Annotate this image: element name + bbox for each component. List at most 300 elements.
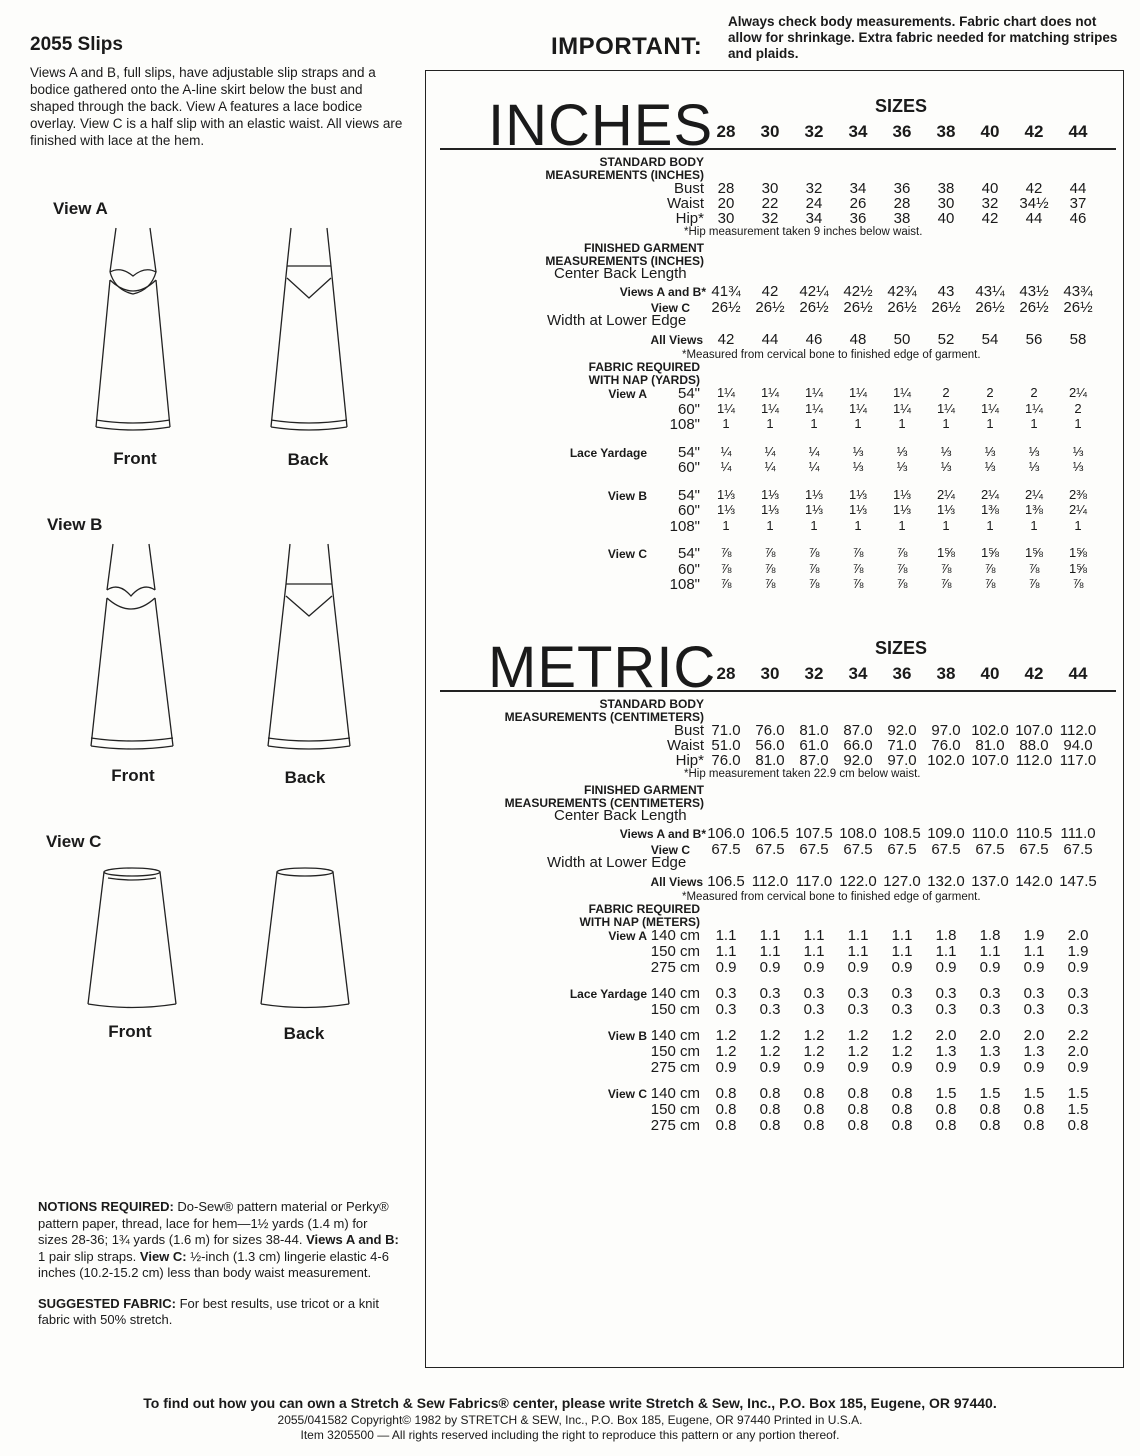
metric-fabric-value-0-2-4: 0.9 — [891, 959, 913, 976]
metric-fabric-value-1-1-7: 0.3 — [1023, 1001, 1045, 1018]
metric-fabric-value-0-0-5: 1.8 — [935, 927, 957, 944]
inches-fabric-value-2-0-3: 1⅓ — [848, 486, 868, 502]
metric-fabric-value-2-0-1: 1.2 — [759, 1027, 781, 1044]
metric-fabric-value-3-0-3: 0.8 — [847, 1085, 869, 1102]
metric-all-views-5: 132.0 — [927, 873, 965, 890]
metric-all-views-6: 137.0 — [971, 873, 1009, 890]
metric-fabric-value-0-0-8: 2.0 — [1067, 927, 1089, 944]
inches-fabric-value-0-1-5: 1¼ — [936, 400, 956, 416]
metric-size-header-6: 40 — [980, 664, 1000, 683]
inches-fabric-value-1-0-4: ⅓ — [896, 443, 908, 459]
inches-size-header-2: 32 — [804, 122, 824, 141]
metric-fabric-value-2-2-1: 0.9 — [759, 1059, 781, 1076]
metric-all-views-4: 127.0 — [883, 873, 921, 890]
inches-fabric-value-0-2-3: 1 — [854, 416, 862, 431]
metric-views-ab-3: 108.0 — [839, 825, 877, 842]
notions-label: NOTIONS REQUIRED: — [38, 1199, 174, 1214]
metric-size-header-4: 36 — [892, 664, 912, 683]
metric-fabric-value-1-0-3: 0.3 — [847, 985, 869, 1002]
metric-fabric-value-3-2-2: 0.8 — [803, 1117, 825, 1134]
inches-fabric-value-1-1-4: ⅓ — [896, 459, 908, 474]
metric-fabric-value-1-1-1: 0.3 — [759, 1001, 781, 1018]
metric-fabric-width-0-2: 275 cm — [650, 959, 700, 976]
inches-all-views-0: 42 — [717, 331, 735, 348]
metric-fabric-value-3-0-6: 1.5 — [979, 1085, 1001, 1102]
metric-fabric-value-2-0-4: 1.2 — [891, 1027, 913, 1044]
inches-views-ab-7: 43½ — [1019, 283, 1049, 300]
inches-bust-1: 30 — [761, 180, 779, 197]
inches-all-views-6: 54 — [981, 331, 999, 348]
metric-fabric-value-0-1-5: 1.1 — [935, 943, 957, 960]
inches-fabric-value-2-2-0: 1 — [722, 517, 730, 533]
metric-hip-2: 87.0 — [799, 752, 829, 769]
inches-bust-6: 40 — [981, 180, 999, 197]
metric-views-ab-2: 107.5 — [795, 825, 833, 842]
pattern-description: Views A and B, full slips, have adjustable slip straps and a bodice gathered onto the A-line skirt below the bust and shaped through the back. View A features a lace bodice overlay. View C is a half slip with an elastic waist. All views are finished with lace at the hem. — [30, 65, 403, 148]
metric-bust-7: 107.0 — [1015, 722, 1053, 739]
notions-ab-label: Views A and B: — [306, 1232, 399, 1247]
inches-all-views-4: 50 — [893, 331, 911, 348]
inches-fabric-value-0-0-7: 2 — [1030, 385, 1038, 400]
metric-fabric-value-3-2-6: 0.8 — [979, 1117, 1001, 1134]
inches-fabric-value-3-0-1: ⅞ — [764, 545, 776, 560]
inches-all-views-8: 58 — [1069, 331, 1087, 348]
metric-hip-4: 97.0 — [887, 752, 917, 769]
metric-fabric-value-1-1-6: 0.3 — [979, 1001, 1001, 1018]
view-a-front-caption: Front — [113, 449, 157, 468]
metric-fabric-value-2-2-8: 0.9 — [1067, 1059, 1089, 1076]
metric-view-c-label: View C — [650, 843, 690, 857]
metric-fabric-value-0-2-2: 0.9 — [803, 959, 825, 976]
inches-fabric-value-3-2-5: ⅞ — [940, 576, 952, 591]
inches-fabric-value-0-0-8: 2¼ — [1068, 385, 1088, 400]
inches-hip-4: 38 — [893, 210, 911, 227]
inches-fabric-value-0-1-0: 1¼ — [716, 400, 736, 416]
metric-all-views-7: 142.0 — [1015, 873, 1053, 890]
metric-fabric-value-0-2-0: 0.9 — [715, 959, 737, 976]
inches-view-c-label: View C — [650, 301, 690, 315]
metric-views-ab-label: Views A and B* — [619, 827, 706, 841]
metric-size-header-5: 38 — [936, 664, 956, 683]
metric-fabric-value-0-0-2: 1.1 — [803, 927, 825, 944]
metric-fabric-value-1-0-5: 0.3 — [935, 985, 957, 1002]
inches-hip-7: 44 — [1025, 210, 1043, 227]
inches-fabric-width-0-2: 108" — [669, 416, 700, 433]
metric-size-header-0: 28 — [716, 664, 736, 683]
inches-waist-4: 28 — [893, 195, 911, 212]
metric-hip-5: 102.0 — [927, 752, 965, 769]
metric-header-rule — [440, 690, 1116, 692]
inches-fabric-width-0-1: 60" — [677, 400, 700, 418]
inches-views-ab-3: 42½ — [843, 283, 873, 300]
inches-bust-4: 36 — [893, 180, 911, 197]
notions-c-text: ½-inch (1.3 cm) lingerie elastic 4-6 inches (10.2-15.2 cm) less than body waist measurement. — [38, 1248, 389, 1280]
inches-waist-3: 26 — [849, 195, 867, 212]
inches-fabric-value-1-1-1: ¼ — [764, 459, 776, 474]
inches-fabric-header: FABRIC REQUIRED WITH NAP (YARDS) — [588, 360, 700, 387]
inches-fabric-value-0-1-4: 1¼ — [892, 400, 912, 416]
metric-fabric-value-0-0-3: 1.1 — [847, 927, 869, 944]
metric-fabric-value-0-0-0: 1.1 — [715, 927, 737, 944]
inches-fabric-value-0-1-1: 1¼ — [760, 400, 780, 416]
metric-fabric-header: FABRIC REQUIRED WITH NAP (METERS) — [579, 902, 700, 929]
inches-hip-5: 40 — [937, 210, 955, 227]
inches-fabric-value-0-2-5: 1 — [942, 416, 950, 431]
metric-fabric-value-2-1-7: 1.3 — [1023, 1043, 1045, 1060]
inches-fabric-value-3-2-2: ⅞ — [808, 576, 820, 591]
metric-fabric-value-2-2-4: 0.9 — [891, 1059, 913, 1076]
metric-fabric-group-label-1: Lace Yardage — [569, 987, 647, 1001]
metric-fabric-value-0-1-3: 1.1 — [847, 943, 869, 960]
footer-line-1: To find out how you can own a Stretch & Sew Fabrics® center, please write Stretch & Sew, Inc., P.O. Box 185, Eugene, OR 97440. — [143, 1395, 997, 1411]
metric-fabric-value-3-1-0: 0.8 — [715, 1101, 737, 1118]
inches-fabric-value-2-1-0: 1⅓ — [716, 502, 736, 517]
metric-fabric-value-1-1-2: 0.3 — [803, 1001, 825, 1018]
metric-fabric-value-0-0-7: 1.9 — [1023, 927, 1045, 944]
inches-waist-1: 22 — [761, 195, 779, 212]
metric-fabric-value-3-1-3: 0.8 — [847, 1101, 869, 1118]
metric-fabric-value-3-0-8: 1.5 — [1067, 1085, 1089, 1102]
inches-fabric-width-3-2: 108" — [669, 576, 700, 593]
metric-fabric-width-3-2: 275 cm — [650, 1117, 700, 1134]
inches-fabric-value-1-0-3: ⅓ — [852, 443, 864, 459]
inches-fabric-width-2-1: 60" — [677, 502, 700, 519]
inches-fabric-value-1-0-7: ⅓ — [1028, 443, 1040, 459]
inches-fabric-value-3-2-0: ⅞ — [720, 576, 732, 591]
inches-bust-2: 32 — [805, 180, 823, 197]
metric-fabric-value-1-0-8: 0.3 — [1067, 985, 1089, 1002]
inches-fabric-value-1-1-7: ⅓ — [1028, 459, 1040, 474]
inches-fabric-value-2-2-2: 1 — [810, 517, 818, 533]
inches-views-ab-2: 42¼ — [799, 283, 829, 300]
inches-fabric-value-3-0-8: 1⅝ — [1068, 545, 1088, 560]
inches-waist-2: 24 — [805, 195, 823, 212]
metric-hip-3: 92.0 — [843, 752, 873, 769]
inches-all-views-5: 52 — [937, 331, 955, 348]
inches-fabric-value-3-0-3: ⅞ — [852, 545, 864, 560]
inches-size-header-4: 36 — [892, 122, 912, 141]
inches-bust-label: Bust — [673, 180, 704, 197]
metric-views-ab-6: 110.0 — [971, 825, 1009, 842]
metric-fabric-value-2-0-0: 1.2 — [715, 1027, 737, 1044]
metric-fabric-value-3-0-2: 0.8 — [803, 1085, 825, 1102]
inches-fabric-value-0-1-7: 1¼ — [1024, 400, 1044, 416]
metric-all-views-3: 122.0 — [839, 873, 877, 890]
inches-fabric-value-0-2-1: 1 — [766, 416, 774, 431]
view-a-label: View A — [53, 199, 108, 218]
metric-fabric-value-3-1-1: 0.8 — [759, 1101, 781, 1118]
metric-fabric-value-2-2-7: 0.9 — [1023, 1059, 1045, 1076]
inches-fabric-value-1-1-2: ¼ — [808, 459, 820, 474]
metric-fabric-value-0-2-8: 0.9 — [1067, 959, 1089, 976]
metric-cbl-label: Center Back Length — [554, 807, 687, 824]
inches-view-c-6: 26½ — [975, 299, 1005, 316]
inches-fabric-value-0-1-6: 1¼ — [980, 400, 1000, 416]
inches-hip-label: Hip* — [675, 210, 704, 227]
inches-fabric-value-2-2-5: 1 — [942, 517, 950, 533]
metric-view-c-1: 67.5 — [755, 841, 785, 858]
inches-fabric-value-2-0-7: 2¼ — [1024, 486, 1044, 502]
metric-bust-4: 92.0 — [887, 722, 917, 739]
metric-size-header-1: 30 — [760, 664, 780, 683]
metric-all-views-label: All Views — [650, 875, 703, 889]
metric-fabric-value-2-1-8: 2.0 — [1067, 1043, 1089, 1060]
metric-fabric-value-2-1-1: 1.2 — [759, 1043, 781, 1060]
important-label: IMPORTANT: — [551, 33, 703, 60]
metric-fabric-value-3-2-7: 0.8 — [1023, 1117, 1045, 1134]
inches-all-views-2: 46 — [805, 331, 823, 348]
inches-fabric-value-3-2-8: ⅞ — [1072, 576, 1084, 591]
suggested-fabric — [38, 1296, 400, 1329]
inches-fabric-value-3-0-4: ⅞ — [896, 545, 908, 560]
inches-hip-0: 30 — [717, 210, 735, 227]
metric-bust-2: 81.0 — [799, 722, 829, 739]
inches-fabric-value-1-0-5: ⅓ — [940, 443, 952, 459]
inches-fabric-value-1-0-0: ¼ — [720, 443, 732, 459]
metric-fabric-value-3-2-4: 0.8 — [891, 1117, 913, 1134]
metric-fabric-value-1-1-3: 0.3 — [847, 1001, 869, 1018]
inches-title: INCHES — [488, 93, 714, 158]
metric-view-c-6: 67.5 — [975, 841, 1005, 858]
metric-bust-label: Bust — [673, 722, 704, 739]
metric-hip-8: 117.0 — [1059, 752, 1097, 769]
view-b-front-caption: Front — [111, 766, 155, 785]
inches-fabric-value-1-1-8: ⅓ — [1072, 459, 1084, 474]
inches-size-header-5: 38 — [936, 122, 956, 141]
inches-all-views-7: 56 — [1025, 331, 1043, 348]
inches-view-c-7: 26½ — [1019, 299, 1049, 316]
inches-fabric-value-1-0-6: ⅓ — [984, 443, 996, 459]
metric-fabric-value-2-0-2: 1.2 — [803, 1027, 825, 1044]
metric-fabric-value-0-2-7: 0.9 — [1023, 959, 1045, 976]
inches-fabric-value-3-1-0: ⅞ — [720, 560, 732, 576]
metric-waist-0: 51.0 — [711, 737, 741, 754]
metric-fabric-value-3-1-2: 0.8 — [803, 1101, 825, 1118]
inches-fabric-value-2-2-7: 1 — [1030, 517, 1038, 533]
metric-bust-0: 71.0 — [711, 722, 741, 739]
inches-fabric-value-2-0-4: 1⅓ — [892, 486, 912, 502]
inches-waist-8: 37 — [1069, 195, 1087, 212]
metric-fabric-value-2-0-5: 2.0 — [935, 1027, 957, 1044]
inches-fabric-value-3-0-5: 1⅝ — [936, 545, 956, 560]
metric-hip-1: 81.0 — [755, 752, 785, 769]
inches-bust-3: 34 — [849, 180, 867, 197]
pattern-title: 2055 Slips — [30, 34, 123, 55]
inches-fabric-value-3-1-3: ⅞ — [852, 560, 864, 576]
inches-fabric-value-2-1-4: 1⅓ — [892, 502, 912, 517]
inches-fabric-value-3-1-8: 1⅝ — [1068, 560, 1088, 576]
metric-waist-4: 71.0 — [887, 737, 917, 754]
metric-fabric-value-0-0-6: 1.8 — [979, 927, 1001, 944]
inches-fabric-value-0-2-8: 1 — [1074, 416, 1082, 431]
metric-width-label: Width at Lower Edge — [547, 854, 687, 871]
inches-fabric-group-label-1: Lace Yardage — [569, 445, 647, 460]
inches-bust-8: 44 — [1069, 180, 1087, 197]
metric-fabric-width-3-1: 150 cm — [650, 1101, 700, 1118]
inches-fabric-value-3-0-7: 1⅝ — [1024, 545, 1044, 560]
view-c-back-caption: Back — [283, 1024, 325, 1043]
metric-fabric-value-3-2-8: 0.8 — [1067, 1117, 1089, 1134]
view-b-label: View B — [47, 515, 103, 534]
metric-fabric-value-3-1-8: 1.5 — [1067, 1101, 1089, 1118]
metric-view-c-8: 67.5 — [1063, 841, 1093, 858]
notions-text: Do-Sew® pattern material or Perky® pattern paper, thread, lace for hem—1½ yards (1.4 m) for sizes 28-36; 1¾ yards (1.6 m) for sizes 38-44. — [38, 1199, 389, 1247]
metric-views-ab-0: 106.0 — [707, 825, 745, 842]
metric-size-header-7: 42 — [1024, 664, 1044, 683]
metric-waist-5: 76.0 — [931, 737, 961, 754]
metric-body-header: STANDARD BODY MEASUREMENTS (CENTIMETERS) — [504, 697, 704, 724]
inches-fabric-value-3-2-3: ⅞ — [852, 576, 864, 591]
inches-views-ab-5: 43 — [937, 283, 955, 300]
inches-finished-header: FINISHED GARMENT MEASUREMENTS (INCHES) — [545, 241, 704, 268]
inches-all-views-1: 44 — [761, 331, 779, 348]
metric-fabric-value-3-2-1: 0.8 — [759, 1117, 781, 1134]
inches-cbl-label: Center Back Length — [554, 265, 687, 282]
metric-fabric-value-1-0-6: 0.3 — [979, 985, 1001, 1002]
inches-fabric-value-2-2-8: 1 — [1074, 517, 1082, 533]
inches-hip-3: 36 — [849, 210, 867, 227]
inches-fabric-width-2-2: 108" — [669, 517, 700, 535]
metric-view-c-3: 67.5 — [843, 841, 873, 858]
metric-fabric-value-0-1-8: 1.9 — [1067, 943, 1089, 960]
metric-fabric-value-1-0-1: 0.3 — [759, 985, 781, 1002]
inches-fabric-value-0-0-2: 1¼ — [804, 385, 824, 400]
metric-fabric-value-1-1-0: 0.3 — [715, 1001, 737, 1018]
metric-fabric-value-0-2-5: 0.9 — [935, 959, 957, 976]
inches-fabric-value-2-0-1: 1⅓ — [760, 486, 780, 502]
inches-fabric-value-0-0-5: 2 — [942, 385, 950, 400]
metric-fabric-value-3-0-4: 0.8 — [891, 1085, 913, 1102]
metric-fabric-value-3-1-5: 0.8 — [935, 1101, 957, 1118]
notions-c-label: View C: — [139, 1248, 187, 1264]
inches-fabric-value-3-1-5: ⅞ — [940, 560, 952, 576]
metric-bust-8: 112.0 — [1059, 722, 1097, 739]
metric-fabric-width-2-2: 275 cm — [650, 1059, 700, 1076]
inches-fabric-width-2-0: 54" — [677, 486, 700, 504]
inches-fabric-value-0-1-3: 1¼ — [848, 400, 868, 416]
inches-fabric-value-3-1-7: ⅞ — [1028, 560, 1040, 576]
metric-fabric-value-0-0-4: 1.1 — [891, 927, 913, 944]
inches-all-views-label: All Views — [650, 333, 703, 347]
inches-fabric-value-2-0-6: 2¼ — [980, 486, 1000, 502]
inches-fabric-value-3-1-6: ⅞ — [984, 560, 996, 576]
suggested-label: SUGGESTED FABRIC: — [38, 1295, 176, 1311]
inches-fabric-group-label-0: View A — [608, 387, 647, 401]
inches-fabric-value-3-2-4: ⅞ — [896, 576, 908, 591]
inches-size-header-8: 44 — [1068, 122, 1088, 141]
inches-hip-2: 34 — [805, 210, 823, 227]
inches-fabric-value-0-0-6: 2 — [986, 385, 994, 400]
metric-fabric-value-0-1-1: 1.1 — [759, 943, 781, 960]
metric-fabric-value-2-2-0: 0.9 — [715, 1059, 737, 1076]
metric-fabric-value-3-2-0: 0.8 — [715, 1117, 737, 1134]
view-b-front-illustration — [85, 538, 180, 763]
inches-fabric-width-1-0: 54" — [677, 443, 700, 461]
inches-bust-7: 42 — [1025, 180, 1043, 197]
metric-views-ab-8: 111.0 — [1060, 825, 1096, 842]
metric-waist-3: 66.0 — [843, 737, 873, 754]
metric-fabric-value-2-1-3: 1.2 — [847, 1043, 869, 1060]
view-b-back-caption: Back — [284, 768, 326, 787]
metric-title: METRIC — [488, 635, 717, 700]
metric-fabric-value-2-1-4: 1.2 — [891, 1043, 913, 1060]
inches-views-ab-4: 42¾ — [887, 283, 917, 300]
inches-fabric-value-2-1-1: 1⅓ — [760, 502, 780, 517]
inches-views-ab-0: 41¾ — [711, 283, 741, 300]
metric-fabric-value-0-1-4: 1.1 — [891, 943, 913, 960]
inches-size-header-1: 30 — [760, 122, 780, 141]
metric-fabric-value-2-1-0: 1.2 — [715, 1043, 737, 1060]
metric-fabric-value-2-0-3: 1.2 — [847, 1027, 869, 1044]
metric-waist-6: 81.0 — [975, 737, 1005, 754]
metric-fabric-value-3-0-5: 1.5 — [935, 1085, 957, 1102]
inches-fabric-value-0-2-2: 1 — [810, 416, 818, 431]
inches-fabric-value-2-1-2: 1⅓ — [804, 502, 824, 517]
metric-hip-6: 107.0 — [971, 752, 1009, 769]
metric-waist-7: 88.0 — [1019, 737, 1049, 754]
metric-bust-6: 102.0 — [971, 722, 1009, 739]
inches-fabric-value-3-1-2: ⅞ — [808, 560, 820, 576]
inches-fabric-width-1-1: 60" — [677, 459, 700, 476]
inches-hip-note: *Hip measurement taken 9 inches below waist. — [684, 226, 923, 238]
notions-block — [38, 1199, 400, 1329]
inches-fabric-value-0-0-0: 1¼ — [716, 385, 736, 400]
metric-fabric-value-3-0-7: 1.5 — [1023, 1085, 1045, 1102]
metric-size-header-2: 32 — [804, 664, 824, 683]
inches-fabric-value-2-0-0: 1⅓ — [716, 486, 736, 502]
metric-views-ab-1: 106.5 — [751, 825, 789, 842]
metric-fabric-value-3-1-4: 0.8 — [891, 1101, 913, 1118]
important-text: Always check body measurements. Fabric chart does not allow for shrinkage. Extra fabric needed for matching stripes and plaids. — [728, 14, 1118, 61]
inches-fabric-group-label-2: View B — [607, 488, 647, 503]
metric-fabric-value-1-1-8: 0.3 — [1067, 1001, 1089, 1018]
notions-required — [38, 1199, 400, 1282]
metric-fabric-value-0-0-1: 1.1 — [759, 927, 781, 944]
view-a-back-caption: Back — [287, 450, 329, 469]
metric-hip-label: Hip* — [675, 752, 704, 769]
inches-size-header-7: 42 — [1024, 122, 1044, 141]
metric-size-header-8: 44 — [1068, 664, 1088, 683]
inches-fabric-value-3-0-0: ⅞ — [720, 545, 732, 560]
metric-all-views-2: 117.0 — [795, 873, 833, 890]
inches-fabric-value-3-1-4: ⅞ — [896, 560, 908, 576]
metric-fabric-value-3-2-3: 0.8 — [847, 1117, 869, 1134]
footer-line-3: Item 3205500 — All rights reserved including the right to reproduce this pattern or any portion thereof. — [300, 1428, 840, 1442]
metric-fabric-value-3-0-1: 0.8 — [759, 1085, 781, 1102]
metric-fabric-value-2-0-7: 2.0 — [1023, 1027, 1045, 1044]
inches-fabric-value-1-1-6: ⅓ — [984, 459, 996, 474]
inches-fabric-value-2-2-3: 1 — [854, 517, 862, 533]
inches-hip-8: 46 — [1069, 210, 1087, 227]
metric-fabric-value-0-2-1: 0.9 — [759, 959, 781, 976]
inches-fabric-value-0-0-4: 1¼ — [892, 385, 912, 400]
metric-fabric-value-1-0-0: 0.3 — [715, 985, 737, 1002]
inches-fabric-value-1-0-2: ¼ — [808, 443, 820, 459]
metric-finished-header: FINISHED GARMENT MEASUREMENTS (CENTIMETERS) — [504, 783, 704, 810]
inches-fabric-value-0-1-2: 1¼ — [804, 400, 824, 416]
inches-fabric-value-1-1-3: ⅓ — [852, 459, 864, 474]
inches-width-label: Width at Lower Edge — [547, 312, 687, 329]
inches-waist-6: 32 — [981, 195, 999, 212]
metric-hip-7: 112.0 — [1015, 752, 1053, 769]
metric-hip-note: *Hip measurement taken 22.9 cm below waist. — [684, 768, 921, 780]
inches-view-c-2: 26½ — [799, 299, 829, 316]
metric-fabric-value-2-2-2: 0.9 — [803, 1059, 825, 1076]
inches-fabric-value-2-1-7: 1⅜ — [1024, 502, 1044, 517]
metric-fabric-value-0-1-0: 1.1 — [715, 943, 737, 960]
metric-fabric-value-2-1-2: 1.2 — [803, 1043, 825, 1060]
inches-fabric-value-2-0-8: 2⅜ — [1068, 486, 1088, 502]
